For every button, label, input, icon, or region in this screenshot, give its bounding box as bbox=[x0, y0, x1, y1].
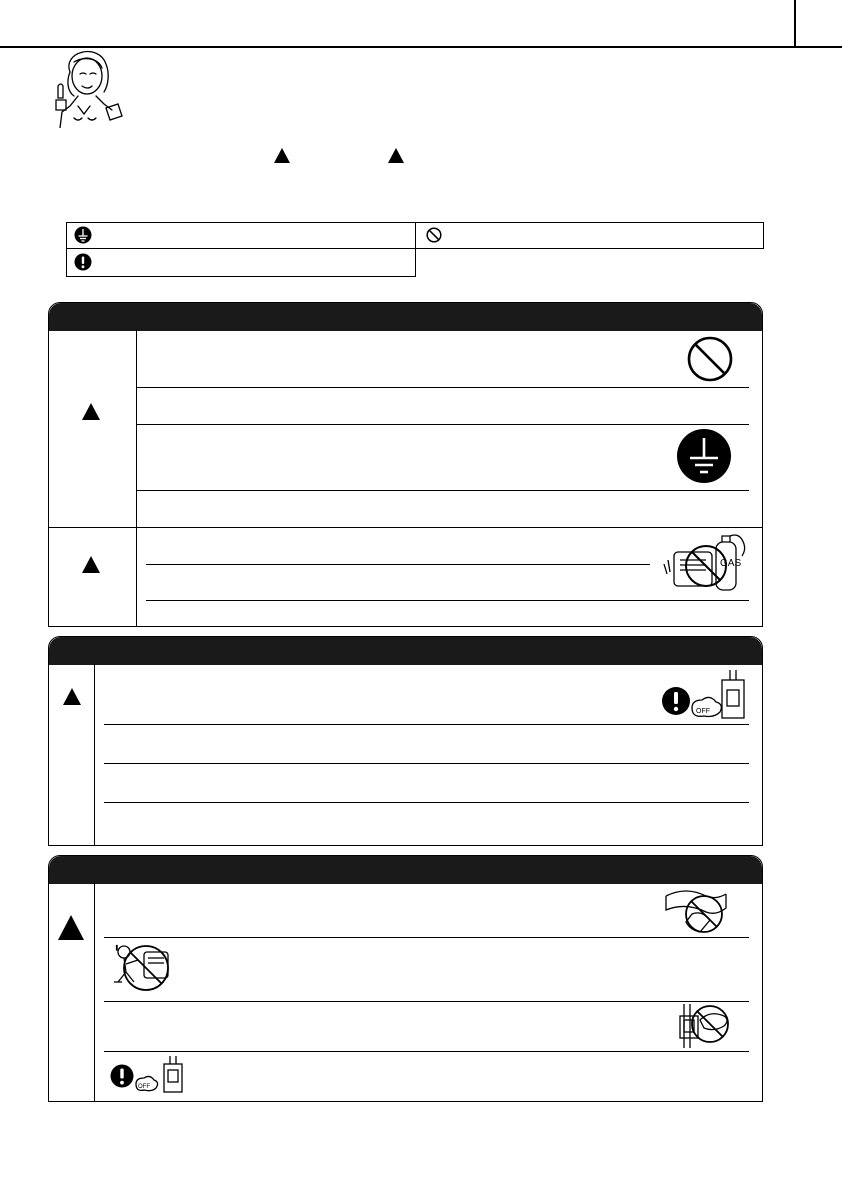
breaker-off-icon bbox=[690, 668, 746, 724]
wet-cloth-prohibited-icon bbox=[662, 886, 734, 936]
section-2-header bbox=[49, 637, 762, 665]
section-1-row-line bbox=[146, 600, 749, 601]
section-2-panel bbox=[48, 636, 763, 846]
mandatory-icon bbox=[110, 1064, 134, 1088]
section-2-column-divider bbox=[94, 664, 95, 845]
ground-icon bbox=[74, 226, 92, 244]
warning-triangle-icon bbox=[63, 688, 81, 705]
section-2-row-line bbox=[104, 802, 749, 803]
section-2-row-line bbox=[104, 724, 749, 725]
symbol-legend-row-2 bbox=[66, 248, 416, 277]
prohibited-icon bbox=[686, 335, 734, 383]
section-3-row-line bbox=[104, 1001, 749, 1002]
svg-text:GAS: GAS bbox=[720, 558, 742, 569]
warning-triangle-icon bbox=[82, 403, 100, 420]
warning-triangle-icon bbox=[58, 915, 84, 940]
warning-triangle-icon bbox=[388, 148, 404, 163]
section-1-row-line bbox=[136, 424, 749, 425]
top-rule bbox=[0, 46, 842, 48]
ground-icon bbox=[676, 428, 732, 484]
section-1-group-divider bbox=[48, 527, 763, 528]
section-1-row-line bbox=[136, 490, 749, 491]
child-unit-prohibited-icon bbox=[108, 940, 174, 996]
section-1-row-line bbox=[136, 387, 749, 388]
section-3-column-divider bbox=[94, 883, 95, 1101]
prohibited-icon bbox=[426, 227, 442, 243]
section-1-header bbox=[49, 303, 762, 331]
gas-cylinder-prohibited-icon bbox=[660, 530, 750, 596]
svg-text:OFF: OFF bbox=[138, 1084, 150, 1090]
section-1-panel bbox=[48, 302, 763, 627]
mandatory-icon bbox=[661, 686, 691, 716]
section-3-row-line bbox=[104, 1051, 749, 1052]
section-2-row-line bbox=[104, 763, 749, 764]
hand-breaker-prohibited-icon bbox=[672, 1002, 736, 1050]
section-3-row-line bbox=[104, 937, 749, 938]
warning-triangle-icon bbox=[274, 148, 290, 163]
top-rule-edge bbox=[794, 0, 796, 46]
warning-triangle-icon bbox=[82, 556, 100, 573]
woman-thumbs-up-illustration bbox=[48, 42, 126, 128]
mandatory-icon bbox=[74, 253, 92, 271]
breaker-off-icon bbox=[134, 1054, 184, 1094]
section-1-column-divider bbox=[136, 330, 137, 626]
section-3-header bbox=[49, 856, 762, 884]
svg-text:!: ! bbox=[116, 946, 118, 952]
section-1-row-line bbox=[146, 564, 650, 565]
svg-text:OFF: OFF bbox=[696, 708, 710, 715]
